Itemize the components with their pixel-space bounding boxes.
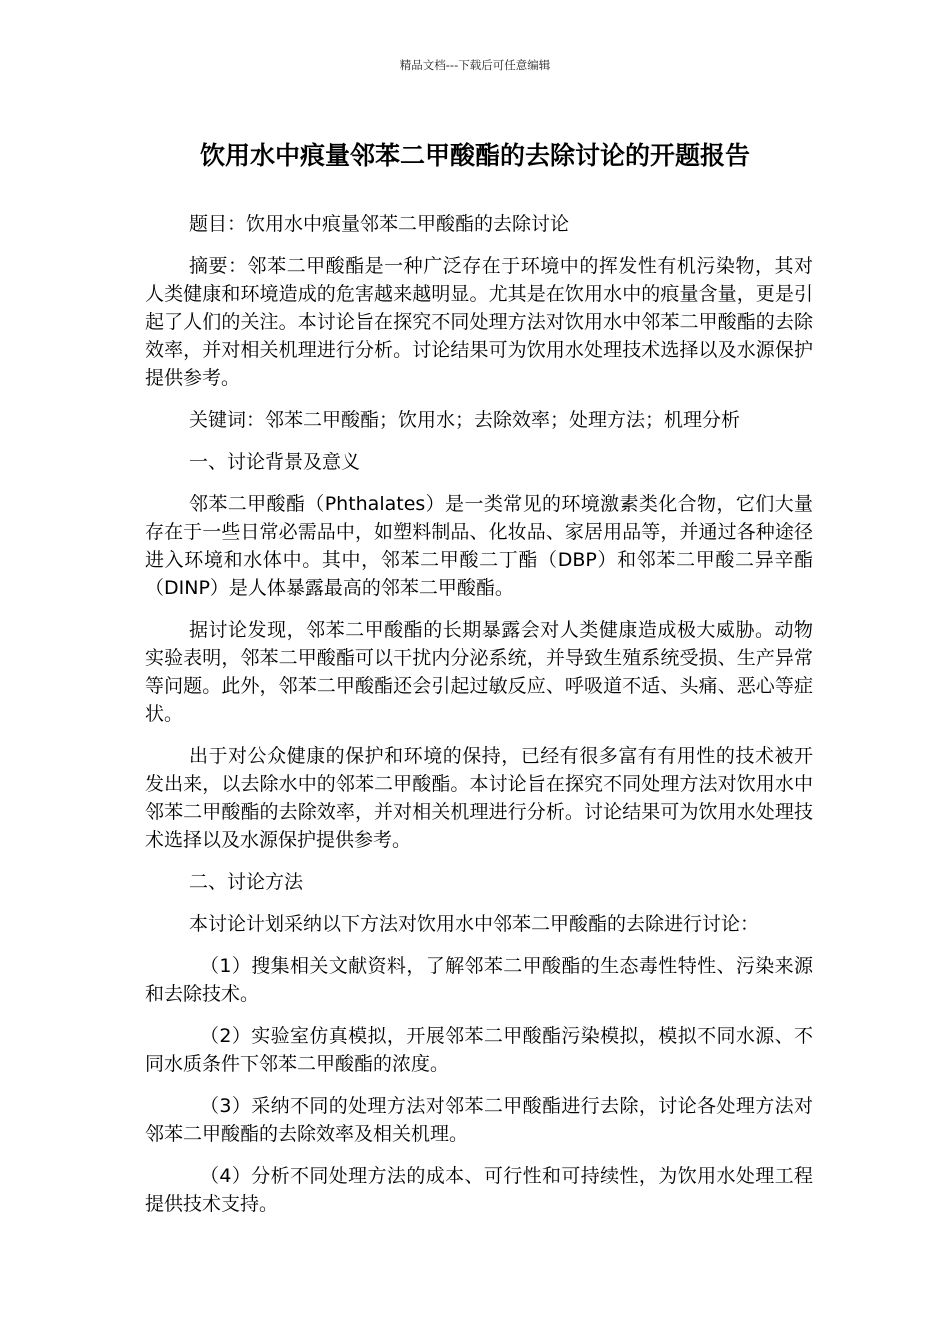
method-step-1: （1）搜集相关文献资料，了解邻苯二甲酸酯的生态毒性特性、污染来源和去除技术。 xyxy=(145,955,813,1005)
paragraph-abstract: 摘要：邻苯二甲酸酯是一种广泛存在于环境中的挥发性有机污染物，其对人类健康和环境造成的危害越来越明显。尤其是在饮用水中的痕量含量，更是引起了人们的关注。本讨论旨在探究不同处理方法对饮用水中邻苯二甲酸酯的去除效率，并对相关机理进行分析。讨论结果可为饮用水处理技术选择以及水源保护提供参考。 xyxy=(145,255,813,389)
paragraph-keywords: 关键词：邻苯二甲酸酯；饮用水；去除效率；处理方法；机理分析 xyxy=(189,409,741,431)
paragraph-background-3: 出于对公众健康的保护和环境的保持，已经有很多富有有用性的技术被开发出来，以去除水中的邻苯二甲酸酯。本讨论旨在探究不同处理方法对饮用水中邻苯二甲酸酯的去除效率，并对相关机理进行分析。讨论结果可为饮用水处理技术选择以及水源保护提供参考。 xyxy=(145,745,813,851)
paragraph-background-1: 邻苯二甲酸酯（Phthalates）是一类常见的环境激素类化合物，它们大量存在于一些日常必需品中，如塑料制品、化妆品、家居用品等，并通过各种途径进入环境和水体中。其中，邻苯二甲酸二丁酯（DBP）和邻苯二甲酸二异辛酯（DINP）是人体暴露最高的邻苯二甲酸酯。 xyxy=(145,493,813,599)
section-heading-background: 一、讨论背景及意义 xyxy=(189,451,361,473)
method-step-2: （2）实验室仿真模拟，开展邻苯二甲酸酯污染模拟，模拟不同水源、不同水质条件下邻苯二甲酸酯的浓度。 xyxy=(145,1025,813,1075)
document-body xyxy=(145,210,813,1232)
method-step-3: （3）采纳不同的处理方法对邻苯二甲酸酯进行去除，讨论各处理方法对邻苯二甲酸酯的去除效率及相关机理。 xyxy=(145,1095,813,1145)
document-title: 饮用水中痕量邻苯二甲酸酯的去除讨论的开题报告 xyxy=(199,141,750,170)
section-heading-methods: 二、讨论方法 xyxy=(189,871,304,893)
paragraph-topic: 题目：饮用水中痕量邻苯二甲酸酯的去除讨论 xyxy=(189,213,570,235)
paragraph-background-2: 据讨论发现，邻苯二甲酸酯的长期暴露会对人类健康造成极大威胁。动物实验表明，邻苯二甲酸酯可以干扰内分泌系统，并导致生殖系统受损、生产异常等问题。此外，邻苯二甲酸酯还会引起过敏反应、呼吸道不适、头痛、恶心等症状。 xyxy=(145,619,813,725)
paragraph-methods-intro: 本讨论计划采纳以下方法对饮用水中邻苯二甲酸酯的去除进行讨论： xyxy=(189,913,760,935)
method-step-4: （4）分析不同处理方法的成本、可行性和可持续性，为饮用水处理工程提供技术支持。 xyxy=(145,1165,813,1215)
page-header: 精品文档---下载后可任意编辑 xyxy=(399,58,551,72)
